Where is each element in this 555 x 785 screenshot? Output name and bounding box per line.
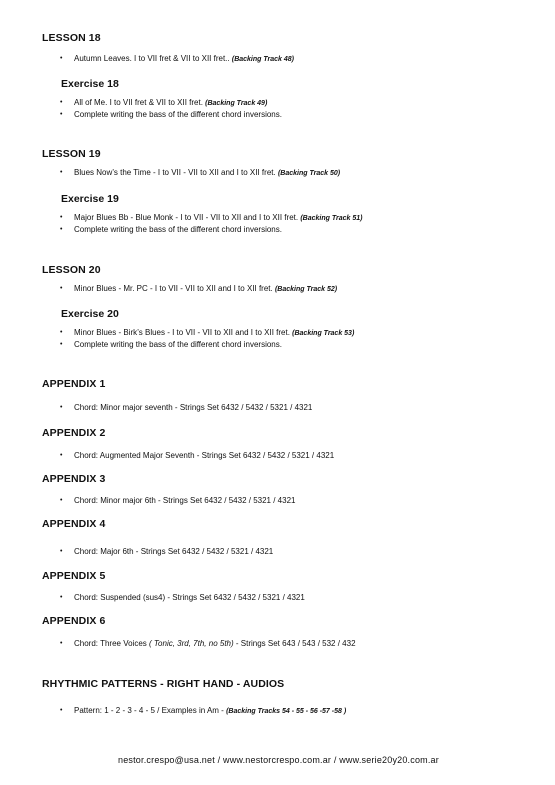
list-item-text: - Strings Set 643 / 543 / 532 / 432: [233, 639, 356, 648]
list-item: [60, 213, 362, 222]
appendix-2-heading: APPENDIX 2: [42, 427, 106, 439]
exercise-20-heading: Exercise 20: [61, 308, 119, 320]
appendix-1-heading: APPENDIX 1: [42, 378, 106, 390]
backing-track-label: (Backing Track 48): [231, 56, 294, 63]
list-item-italic-text: ( Tonic, 3rd, 7th, no 5th): [149, 639, 234, 648]
list-item-text: Blues Now’s the Time - I to VII - VII to XII and I to XII fret.: [74, 168, 278, 177]
list-item-text: Major Blues Bb - Blue Monk - I to VII - VII to XII and I to XII fret.: [74, 213, 301, 222]
bullet-icon: •: [60, 452, 63, 459]
list-item: [60, 706, 346, 715]
bullet-icon: •: [60, 497, 63, 504]
bullet-icon: •: [60, 55, 63, 62]
list-item: [60, 547, 273, 556]
rhythmic-patterns-heading: RHYTHMIC PATTERNS - RIGHT HAND - AUDIOS: [42, 678, 285, 690]
bullet-icon: •: [60, 214, 63, 221]
list-item: [60, 284, 337, 293]
list-item: [60, 340, 282, 349]
list-item-text: Minor Blues - Birk’s Blues - I to VII - VII to XII and I to XII fret.: [74, 328, 293, 337]
backing-track-label: (Backing Tracks 54 - 55 - 56 -57 -58 ): [226, 708, 347, 715]
list-item-text: Chord: Three Voices: [74, 639, 150, 648]
footer-contact: nestor.crespo@usa.net / www.nestorcrespo.com.ar / www.serie20y20.com.ar: [118, 755, 439, 765]
bullet-icon: •: [60, 548, 63, 555]
backing-track-label: (Backing Track 49): [205, 100, 268, 107]
list-item: [60, 328, 354, 337]
exercise-18-heading: Exercise 18: [61, 78, 119, 90]
bullet-icon: •: [60, 594, 63, 601]
list-item-text: All of Me. I to VII fret & VII to XII fret.: [74, 98, 206, 107]
list-item: [60, 98, 267, 107]
list-item: [60, 54, 294, 63]
list-item-text: Chord: Augmented Major Seventh - Strings Set 6432 / 5432 / 5321 / 4321: [74, 451, 335, 460]
list-item-text: Complete writing the bass of the different chord inversions.: [74, 110, 282, 119]
exercise-19-heading: Exercise 19: [61, 193, 119, 205]
bullet-icon: •: [60, 169, 63, 176]
appendix-4-heading: APPENDIX 4: [42, 518, 106, 530]
lesson-20-heading: LESSON 20: [42, 264, 101, 276]
appendix-6-heading: APPENDIX 6: [42, 615, 106, 627]
bullet-icon: •: [60, 640, 63, 647]
bullet-icon: •: [60, 111, 63, 118]
bullet-icon: •: [60, 99, 63, 106]
lesson-18-heading: LESSON 18: [42, 32, 101, 44]
list-item-text: Minor Blues - Mr. PC - I to VII - VII to XII and I to XII fret.: [74, 284, 275, 293]
bullet-icon: •: [60, 285, 63, 292]
list-item-text: Chord: Minor major 6th - Strings Set 6432 / 5432 / 5321 / 4321: [74, 496, 296, 505]
appendix-5-heading: APPENDIX 5: [42, 570, 106, 582]
list-item: [60, 168, 340, 177]
bullet-icon: •: [60, 341, 63, 348]
list-item: [60, 110, 282, 119]
list-item-text: Complete writing the bass of the different chord inversions.: [74, 340, 282, 349]
list-item: [60, 593, 305, 602]
list-item-text: Complete writing the bass of the different chord inversions.: [74, 225, 282, 234]
backing-track-label: (Backing Track 53): [292, 330, 355, 337]
list-item: [60, 639, 356, 648]
bullet-icon: •: [60, 329, 63, 336]
list-item-text: Pattern: 1 - 2 - 3 - 4 - 5 / Examples in Am -: [74, 706, 227, 715]
bullet-icon: •: [60, 226, 63, 233]
appendix-3-heading: APPENDIX 3: [42, 473, 106, 485]
list-item-text: Chord: Suspended (sus4) - Strings Set 6432 / 5432 / 5321 / 4321: [74, 593, 305, 602]
list-item-text: Autumn Leaves. I to VII fret & VII to XII fret..: [74, 54, 232, 63]
list-item: [60, 225, 282, 234]
list-item-text: Chord: Minor major seventh - Strings Set 6432 / 5432 / 5321 / 4321: [74, 403, 313, 412]
list-item: [60, 496, 295, 505]
list-item: [60, 403, 312, 412]
backing-track-label: (Backing Track 52): [274, 286, 338, 293]
backing-track-label: (Backing Track 50): [277, 170, 341, 177]
lesson-19-heading: LESSON 19: [42, 148, 101, 160]
bullet-icon: •: [60, 707, 63, 714]
bullet-icon: •: [60, 404, 63, 411]
list-item-text: Chord: Major 6th - Strings Set 6432 / 5432 / 5321 / 4321: [74, 547, 274, 556]
backing-track-label: (Backing Track 51): [300, 215, 363, 222]
list-item: [60, 451, 334, 460]
